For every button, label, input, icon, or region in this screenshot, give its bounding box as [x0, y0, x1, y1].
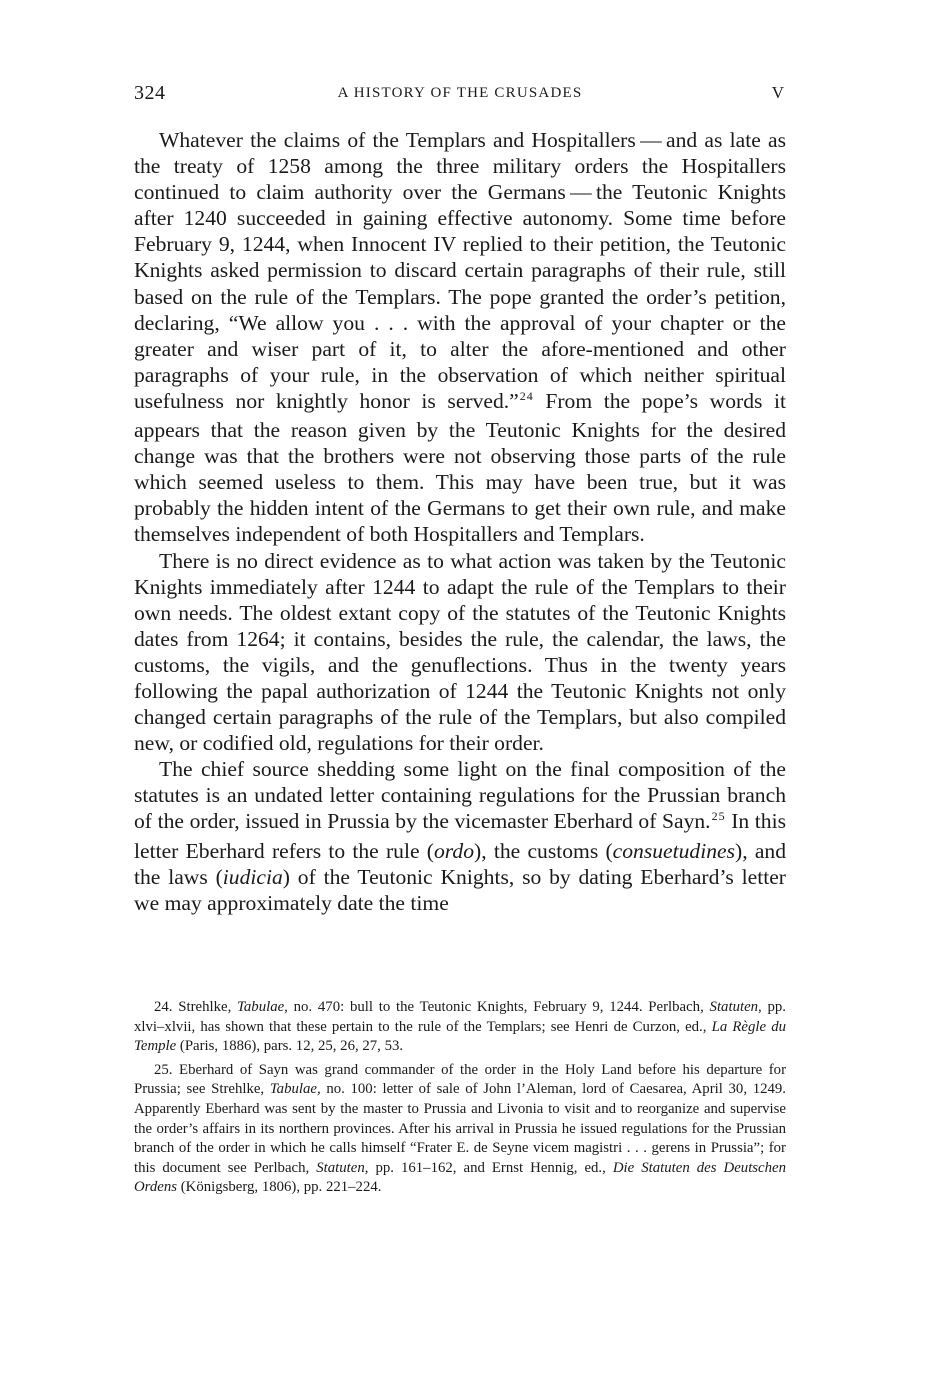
paragraph-3-text-b: In this letter Eberhard refers to the rule ( [134, 809, 787, 863]
running-title: A HISTORY OF THE CRUSADES [337, 85, 583, 101]
footnote-24-text-a: 24. Strehlke, [154, 999, 238, 1015]
paragraph-1-text-b: From the pope’s words it appears that the reason given by the Teutonic Knights for the desired change was that the brothers were not observing those parts of the rule which seemed useless to them. This may have been true, but it was probably the hidden intent of the Germans to get their own rule, and make themselves independent of both Hospitallers and Templars. [134, 388, 787, 547]
paragraph-3-text-e: ) of the Teutonic Knights, so by dating Eberhard’s letter we may approximately date the time [134, 864, 786, 915]
footnote-24 [134, 998, 786, 1057]
paragraph-1 [134, 127, 786, 548]
paragraph-1-text-a: Whatever the claims of the Templars and Hospitallers — and as late as the treaty of 1258 among the three military orders the Hospitallers continued to claim authority over the Germans — the Teutonic Knights after 1240 succeeded in gaining effective autonomy. Some time before February 9, 1244, when Innocent IV replied to their petition, the Teutonic Knights asked permission to discard certain paragraphs of their rule, still based on the rule of the Templars. The pope granted the order’s petition, declaring, “We allow you . . . with the approval of your chapter or the greater and wiser part of it, to alter the afore-mentioned and other paragraphs of your rule, in the observation of which neither spiritual usefulness nor knightly honor is served.” [134, 128, 786, 413]
paragraph-3-text-a: The chief source shedding some light on the final composition of the statutes is an undated letter containing regulations for the Prussian branch of the order, issued in Prussia by the vicemaster Eberhard of Sayn. [134, 757, 786, 834]
footnote-24-italic-3: La Règle du Temple [134, 1018, 786, 1055]
paragraph-3-text-d: ), and the laws ( [134, 838, 787, 889]
footnote-25-italic-2: Statuten, [316, 1159, 369, 1176]
main-text [134, 127, 786, 916]
footnote-25 [134, 1061, 786, 1198]
footnote-25-text-d: (Königsberg, 1806), pp. 221–224. [177, 1179, 382, 1196]
footnote-24-text-c: pp. xlvi–xlvii, has shown that these pertain to the rule of the Templars; see Henri de Curzon, ed., [134, 999, 787, 1035]
footnote-25-text-b: no. 100: letter of sale of John l’Aleman, lord of Caesarea, April 30, 1249. Apparently Eberhard was sent by the master to Prussia and Livonia to visit and to reorganize and supervise the order’s affairs in its northern provinces. After his arrival in Prussia he issued regulations for the Prussian branch of the order in which he calls himself “Frater E. de Seyne vicem magistri . . . gerens in Prussia”; for this document see Perlbach, [134, 1081, 786, 1176]
footnote-ref-25: 25 [711, 809, 726, 824]
paragraph-3 [134, 756, 786, 916]
volume-number: V [771, 83, 784, 102]
page-number: 324 [134, 82, 166, 104]
term-iudicia: iudicia [222, 864, 283, 889]
footnote-25-text-a: 25. Eberhard of Sayn was grand commander of the order in the Holy Land before his departure for Prussia; see Strehlke, [134, 1061, 786, 1098]
footnote-ref-24: 24 [519, 388, 534, 403]
footnote-24-text-b: no. 470: bull to the Teutonic Knights, February 9, 1244. Perlbach, [287, 999, 710, 1015]
footnote-25-italic-1: Tabulae, [269, 1081, 321, 1098]
footnote-24-italic-1: Tabulae, [237, 999, 288, 1015]
paragraph-3-text-c: ), the customs ( [474, 838, 613, 863]
footnote-24-italic-2: Statuten, [709, 999, 762, 1015]
footnote-25-italic-3: Die Statuten des Deutschen Ordens [134, 1159, 786, 1196]
term-consuetudines: consuetudines [612, 838, 735, 863]
term-ordo: ordo [434, 838, 474, 863]
paragraph-2: There is no direct evidence as to what action was taken by the Teutonic Knights immediately after 1244 to adapt the rule of the Templars to their own needs. The oldest extant copy of the statutes of the Teutonic Knights dates from 1264; it contains, besides the rule, the calendar, the laws, the customs, the vigils, and the genuflections. Thus in the twenty years following the papal authorization of 1244 the Teutonic Knights not only changed certain paragraphs of the rule of the Templars, but also compiled new, or codified old, regulations for their order. [134, 548, 786, 756]
footnotes [134, 998, 786, 1198]
footnote-24-text-d: (Paris, 1886), pars. 12, 25, 26, 27, 53. [176, 1038, 404, 1055]
running-head [134, 82, 786, 110]
footnote-25-text-c: pp. 161–162, and Ernst Hennig, ed., [368, 1159, 613, 1176]
